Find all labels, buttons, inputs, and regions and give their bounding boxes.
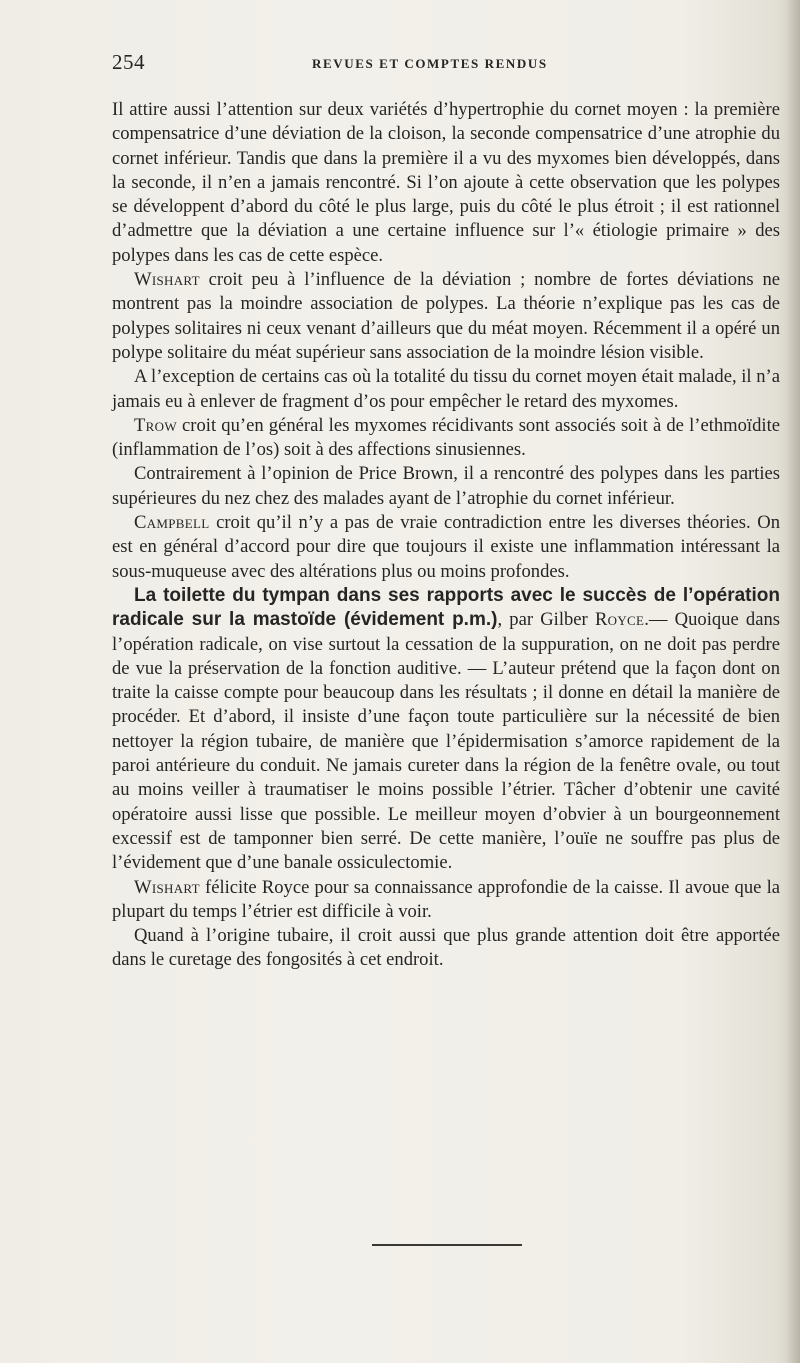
paragraph-text: Il attire aussi l’attention sur deux variétés d’hypertrophie du cornet moyen : la première compensatrice d’une déviation de la cloison, la seconde compensatrice d’une atrophie du cornet inférieur. Tandis que dans la première il a vu des myxomes bien développés, dans la seconde, il n’en a jamais rencontré. Si l’on ajoute à cette observation que les polypes se développent d’abord du côté le plus large, puis du côté le plus étroit ; il est rationnel d’admettre que la déviation a une certaine influence sur l’« étiologie primaire » des polypes dans les cas de cette espèce. (112, 99, 780, 266)
paragraph-origine-tubaire (112, 924, 780, 973)
page-number: 254 (112, 50, 145, 74)
binding-edge-shadow (786, 0, 800, 1363)
speaker-name: Campbell (134, 512, 210, 534)
paragraph-text: Quand à l’origine tubaire, il croit aussi que plus grande attention doit être apportée dans le curetage des fongosités à cet endroit. (112, 925, 780, 971)
paragraph-wishart-2 (112, 876, 780, 925)
paragraph-toilette-tympan (112, 584, 780, 876)
paragraph-wishart-1 (112, 268, 780, 365)
section-end-rule (372, 1244, 522, 1246)
paragraph-text: croit peu à l’influence de la déviation ; nombre de fortes déviations ne montrent pas la moindre association de polypes. La théorie n’explique pas les cas de polypes solitaires ni ceux venant d’ailleurs que du méat moyen. Récemment il a opéré un polype solitaire du méat supérieur sans association de la moindre lésion visible. (112, 269, 780, 363)
article-title: La toilette du tympan dans ses rapports avec le succès de l’opération radicale sur la mastoïde (évidement p.m.) (112, 584, 780, 631)
page-header (112, 50, 780, 76)
paragraph-text: croit qu’en général les myxomes récidivants sont associés soit à de l’ethmoïdite (inflammation de l’os) soit à des affections sinusiennes. (112, 414, 780, 461)
running-head: REVUES ET COMPTES RENDUS (312, 56, 548, 71)
paragraph-trow (112, 414, 780, 463)
paragraph-campbell (112, 511, 780, 584)
article-body (112, 98, 780, 973)
paragraph-text: croit qu’il n’y a pas de vraie contradiction entre les diverses théories. On est en général d’accord pour dire que toujours il existe une inflammation intéressant la sous-muqueuse avec des altérations plus ou moins profondes. (112, 512, 780, 582)
author-name: Royce (594, 609, 645, 631)
paragraph-text: félicite Royce pour sa connaissance approfondie de la caisse. Il avoue que la plupart du temps l’étrier est difficile à voir. (112, 876, 780, 922)
paragraph-text: .— Quoique dans l’opération radicale, on vise surtout la cessation de la suppuration, on ne doit pas perdre de vue la préservation de la fonction auditive. — L’auteur prétend que la façon dont on traite la caisse compte pour beaucoup dans les résultats ; il donne en détail la manière de procéder. Et d’abord, il insiste d’une façon toute particulière sur la nécessité de bien nettoyer la région tubaire, de manière que l’épidermisation s’amorce rapidement de la paroi antérieure du conduit. Ne jamais cureter dans la région de la fenêtre ovale, ou tout au moins veiller à traumatiser le moins possible l’étrier. Tâcher d’obtenir une cavité opératoire aussi lisse que possible. Le meilleur moyen d’obvier à un bourgeonnement excessif est de tamponner bien serré. De cette manière, l’ouïe ne souffre pas plus de l’évidement que d’une banale ossiculectomie. (112, 609, 780, 874)
speaker-name: Wishart (134, 876, 200, 898)
byline-prefix: , par Gilber (497, 609, 595, 631)
paragraph-text: A l’exception de certains cas où la totalité du tissu du cornet moyen était malade, il n’a jamais eu à enlever de fragment d’os pour empêcher le retard des myxomes. (112, 366, 780, 412)
paragraph-exception (112, 365, 780, 414)
speaker-name: Wishart (134, 269, 200, 291)
paragraph-contrairement (112, 462, 780, 511)
speaker-name: Trow (134, 414, 177, 436)
paragraph-text: Contrairement à l’opinion de Price Brown, il a rencontré des polypes dans les parties supérieures du nez chez des malades ayant de l’atrophie du cornet inférieur. (112, 463, 780, 509)
paragraph-hypertrophie (112, 98, 780, 268)
